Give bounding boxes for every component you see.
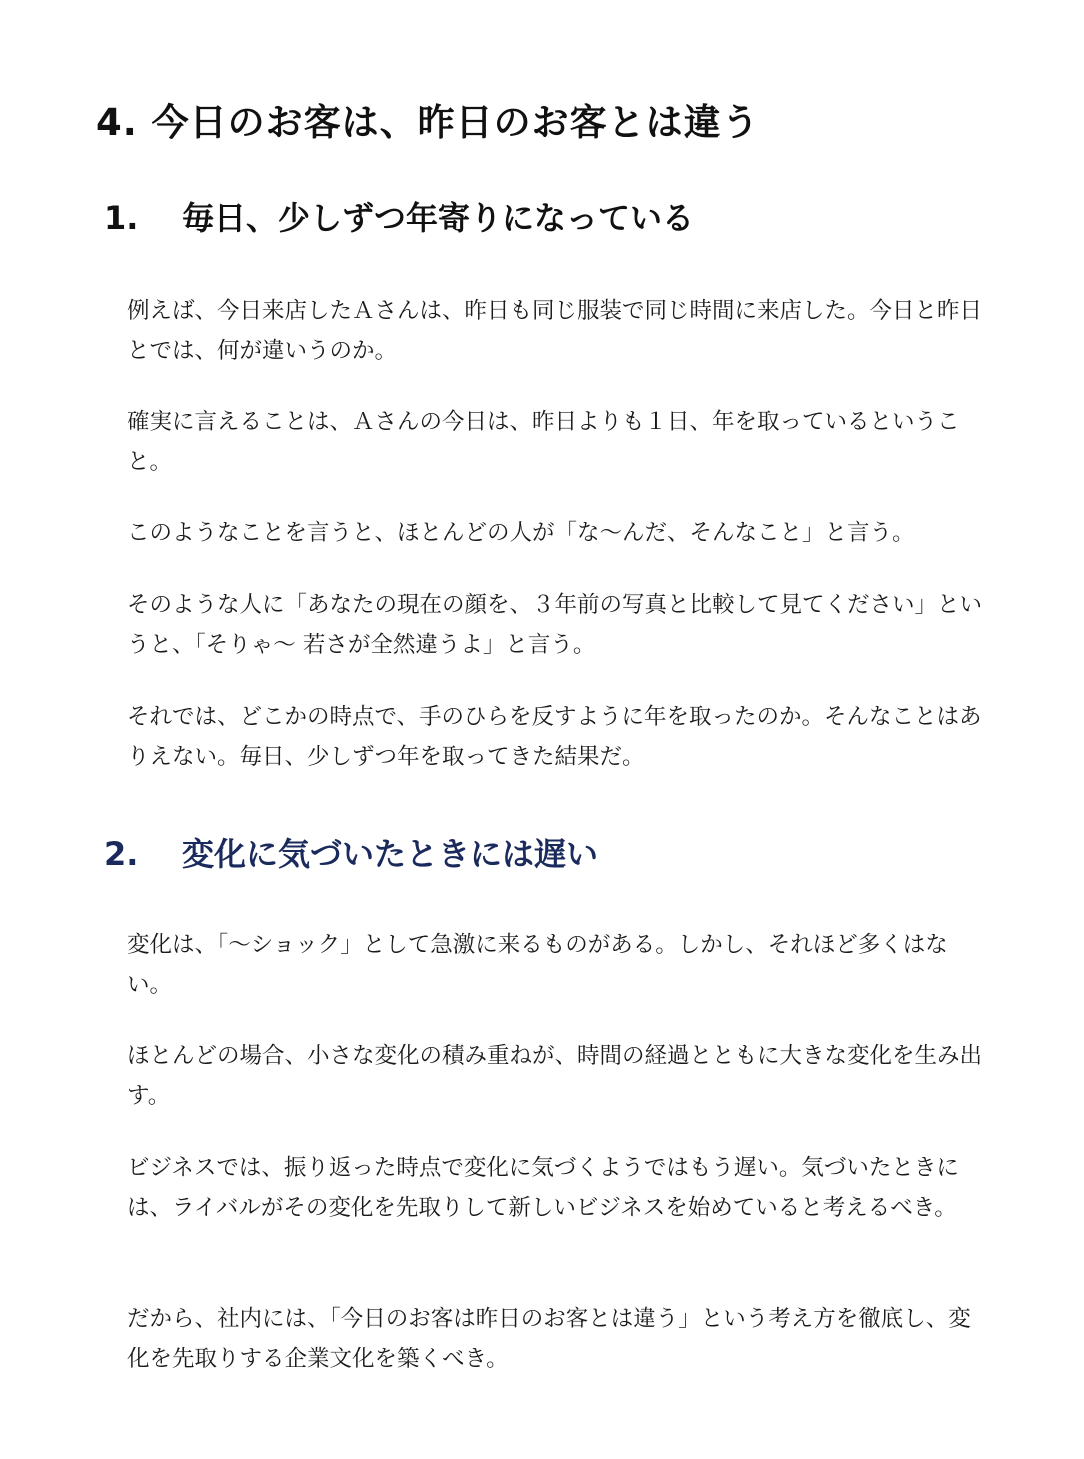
section-1-paragraph: 確実に言えることは、Ａさんの今日は、昨日よりも１日、年を取っているということ。 (127, 409, 960, 475)
section-1-paragraph: それでは、どこかの時点で、手のひらを反すように年を取ったのか。そんなことはありえない。毎日、少しずつ年を取ってきた結果だ。 (127, 704, 982, 770)
section-1-paragraph: 例えば、今日来店したＡさんは、昨日も同じ服装で同じ時間に来店した。今日と昨日とでは、何が違いうのか。 (127, 298, 983, 364)
section-1-heading (104, 193, 694, 239)
section-2-paragraph: だから、社内には、「今日のお客は昨日のお客とは違う」という考え方を徹底し、変化を先取りする企業文化を築くべき。 (127, 1306, 971, 1372)
section-2-number: 2. (104, 835, 139, 873)
section-2-heading (104, 829, 598, 875)
section-1-title: 毎日、少しずつ年寄りになっている (182, 199, 695, 237)
section-2-paragraph: 変化は、「～ショック」として急激に来るものがある。しかし、それほど多くはない。 (127, 932, 948, 998)
section-1-paragraph: そのような人に「あなたの現在の顔を、３年前の写真と比較して見てください」というと、「そりゃ～ 若さが全然違うよ」と言う。 (127, 592, 983, 658)
page-title: 4. 今日のお客は、昨日のお客とは違う (96, 101, 760, 144)
section-1-number: 1. (104, 199, 139, 237)
section-2-paragraph: ビジネスでは、振り返った時点で変化に気づくようではもう遅い。気づいたときには、ライバルがその変化を先取りして新しいビジネスを始めていると考えるべき。 (127, 1155, 959, 1221)
section-2-paragraph: ほとんどの場合、小さな変化の積み重ねが、時間の経過とともに大きな変化を生み出す。 (127, 1043, 983, 1109)
section-1-paragraph: このようなことを言うと、ほとんどの人が「な～んだ、そんなこと」と言う。 (127, 520, 915, 546)
section-2-title: 変化に気づいたときには遅い (182, 835, 599, 873)
